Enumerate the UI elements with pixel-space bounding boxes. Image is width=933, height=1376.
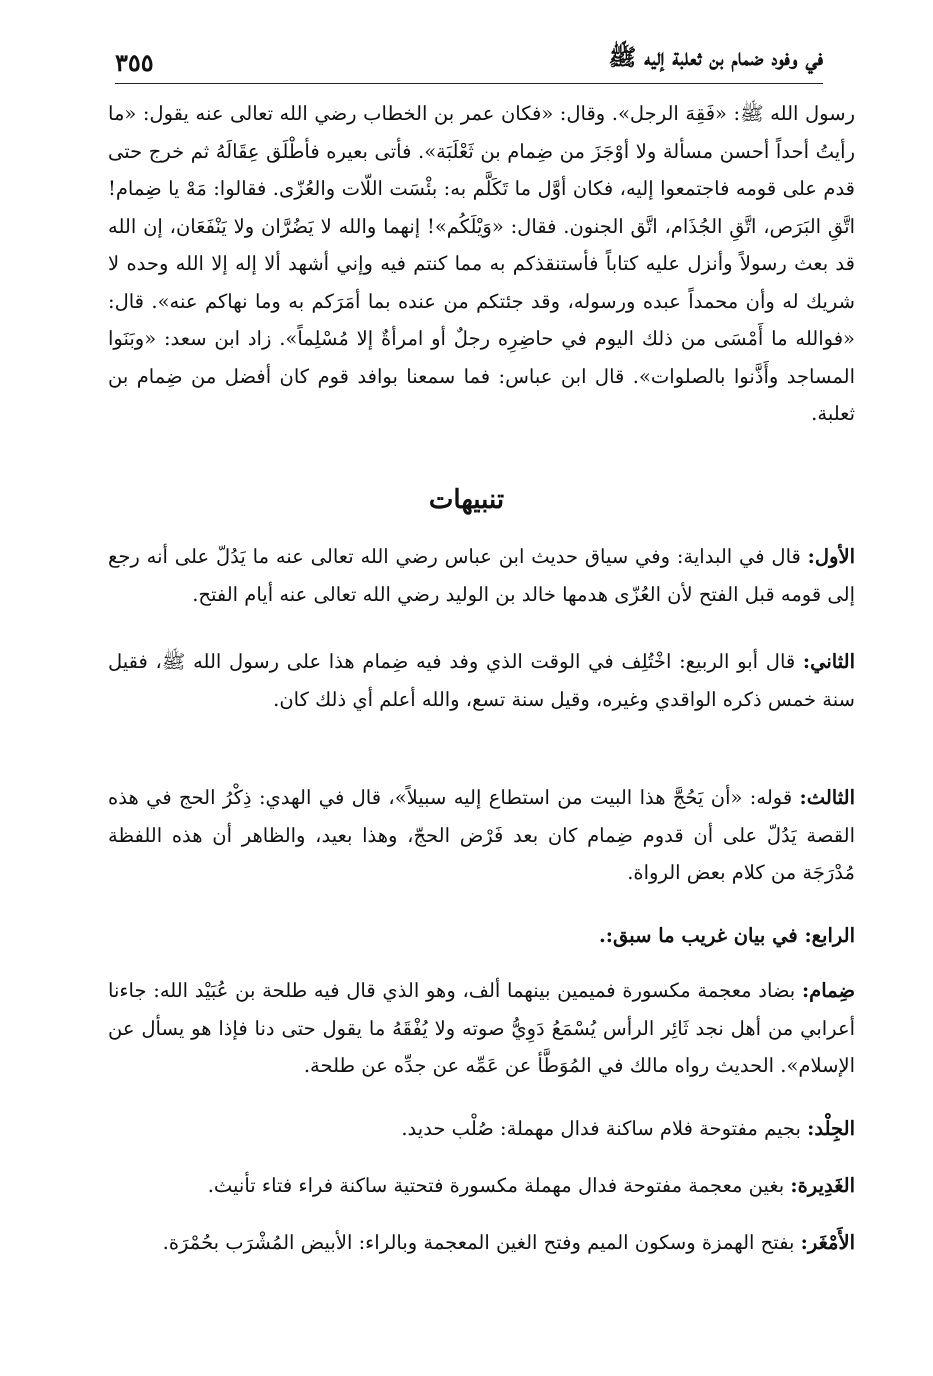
gloss-dimam bbox=[108, 972, 855, 1085]
gloss-jild-text: بجيم مفتوحة فلام ساكنة فدال مهملة: صُلْب حديد. bbox=[401, 1117, 808, 1140]
running-title: في وفود ضمام بن ثعلبة إليه ﷺ bbox=[608, 44, 823, 71]
note-fourth bbox=[108, 917, 855, 955]
gloss-ghadira bbox=[108, 1167, 855, 1205]
page-number: ٣٥٥ bbox=[115, 48, 154, 77]
gloss-ghadira-term: الغَدِيرة: bbox=[790, 1174, 855, 1197]
note-second-text: قال أبو الربيع: اخْتُلِف في الوقت الذي وفد فيه ضِمام هذا على رسول الله ﷺ، فقيل سنة خمس ذكره الواقدي وغيره، وقيل سنة تسع، والله أعلم أي ذلك كان. bbox=[108, 650, 855, 711]
gloss-jild bbox=[108, 1110, 855, 1148]
note-third bbox=[108, 779, 855, 892]
note-second bbox=[108, 643, 855, 718]
gloss-amghar-text: بفتح الهمزة وسكون الميم وفتح الغين المعجمة وبالراء: الأبيض المُشْرَب بحُمْرَة. bbox=[162, 1231, 801, 1254]
gloss-ghadira-text: بغين معجمة مفتوحة فدال مهملة مكسورة فتحتية ساكنة فراء فتاء تأنيث. bbox=[207, 1174, 791, 1197]
note-third-text: قوله: «أن يَحُجَّ هذا البيت من استطاع إليه سبيلاً»، قال في الهدي: ذِكْرُ الحج في هذه القصة يَدُلّ على أن قدوم ضِمام كان بعد فَرْض الحجّ، وهذا بعيد، والظاهر أن هذه اللفظة مُدْرَجَة من كلام بعض الرواة. bbox=[108, 786, 855, 884]
gloss-amghar-term: الأَمْغَر: bbox=[800, 1231, 855, 1254]
note-third-label: الثالث: bbox=[799, 786, 855, 809]
note-first-label: الأول: bbox=[807, 545, 855, 568]
note-first-text: قال في البداية: وفي سياق حديث ابن عباس رضي الله تعالى عنه ما يَدُلّ على أنه رجع إلى قومه قبل الفتح لأن العُزّى هدمها خالد بن الوليد رضي الله تعالى عنه أيام الفتح. bbox=[108, 545, 855, 606]
note-fourth-label: الرابع: bbox=[804, 924, 855, 947]
section-heading: تنبيهات bbox=[428, 485, 505, 515]
gloss-dimam-text: بضاد معجمة مكسورة فميمين بينهما ألف، وهو الذي قال فيه طلحة بن عُبَيْد الله: جاءنا أعرابي من أهل نجد ثَائِر الرأس يُسْمَعُ دَوِيُّ صوته ولا يُفْقَهُ ما يقول حتى دنا فإذا هو يسأل عن الإسلام». الحديث رواه مالك في المُوَطَّأ عن عَمِّه عن جدِّه عن طلحة. bbox=[108, 979, 855, 1077]
running-header bbox=[115, 38, 823, 84]
gloss-jild-term: الجِلْد: bbox=[807, 1117, 855, 1140]
gloss-amghar bbox=[108, 1224, 855, 1262]
note-first bbox=[108, 538, 855, 613]
gloss-dimam-term: ضِمام: bbox=[801, 979, 855, 1002]
continued-paragraph: رسول الله ﷺ: «فَقِهَ الرجل». وقال: «فكان عمر بن الخطاب رضي الله تعالى عنه يقول: «ما رأيتُ أحداً أحسن مسألة ولا أوْجَزَ من ضِمام بن ثَعْلَبَة». فأتى بعيره فأطْلَق عِقَالَهُ ثم خرج حتى قدم على قومه فاجتمعوا إليه، فكان أوَّل ما تَكَلَّم به: بئْسَت اللّات والعُزّى. فقالوا: مَهْ يا ضِمام! اتَّقِ البَرَص، اتَّقِ الجُذَام، اتَّق الجنون. فقال: «وَيْلَكُم»! إنهما والله لا يَضُرَّان ولا يَنْفَعَان، إن الله قد بعث رسولاً وأنزل عليه كتاباً فأستنقذكم به مما كنتم فيه وإني أشهد ألا إله إلا الله وحده لا شريك له وأن محمداً عبده ورسوله، وقد جئتكم من عنده بما أمَرَكم به وما نهاكم عنه». قال: «فوالله ما أَمْسَى من ذلك اليوم في حاضِرِه رجلٌ أو امرأةٌ إلا مُسْلِماً». زاد ابن سعد: «وبَنَوا المساجد وأَذَّنوا بالصلوات». قال ابن عباس: فما سمعنا بوافد قوم كان أفضل من ضِمام بن ثعلبة. bbox=[108, 102, 855, 425]
note-fourth-text: في بيان غريب ما سبق:. bbox=[598, 924, 805, 947]
note-second-label: الثاني: bbox=[802, 650, 855, 673]
